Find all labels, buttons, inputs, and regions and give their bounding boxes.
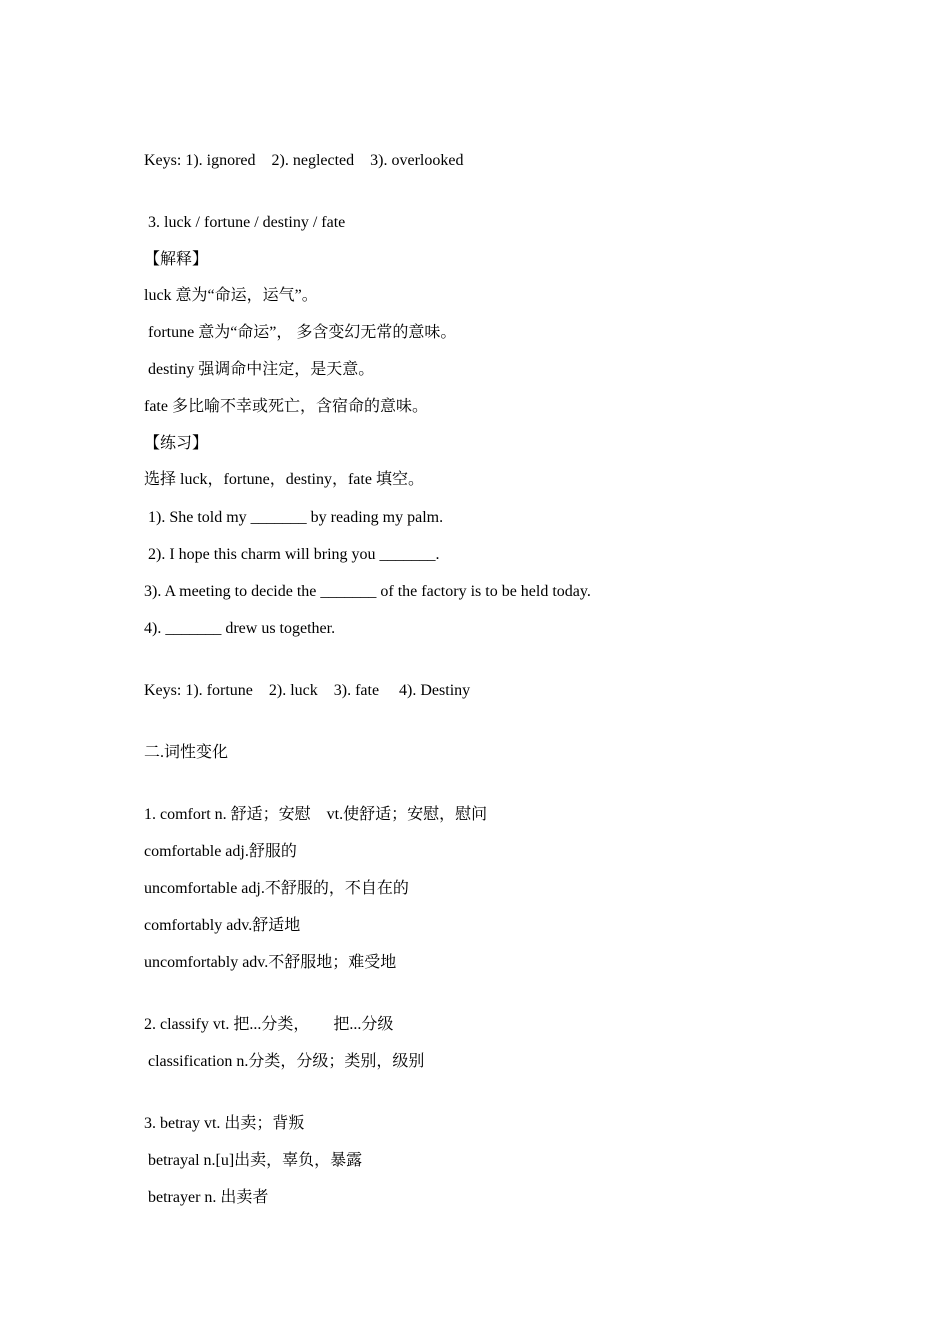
answer-keys: Keys: 1). fortune 2). luck 3). fate 4). Destiny (144, 682, 471, 699)
exercise-item: 3). A meeting to decide the _______ of the factory is to be held today. (144, 583, 591, 600)
previous-keys: Keys: 1). ignored 2). neglected 3). overlooked (144, 152, 464, 169)
practice-instruction: 选择 luck，fortune，destiny，fate 填空。 (144, 471, 424, 488)
word-form-line: comfortably adv.舒适地 (144, 917, 301, 934)
part-title: 二.词性变化 (144, 744, 229, 761)
word-form-line: betrayer n. 出卖者 (144, 1189, 269, 1206)
word-form-line: 2. classify vt. 把...分类， 把...分级 (144, 1016, 394, 1033)
word-form-line: uncomfortable adj.不舒服的，不自在的 (144, 880, 409, 897)
word-form-line: uncomfortably adv.不舒服地；难受地 (144, 954, 397, 971)
explanation-fortune: fortune 意为“命运”， 多含变幻无常的意味。 (144, 324, 457, 341)
section-title: 3. luck / fortune / destiny / fate (144, 214, 346, 231)
exercise-item: 2). I hope this charm will bring you _______. (144, 546, 440, 563)
word-form-line: 3. betray vt. 出卖；背叛 (144, 1115, 305, 1132)
explanation-fate: fate 多比喻不幸或死亡，含宿命的意味。 (144, 398, 428, 415)
word-form-line: 1. comfort n. 舒适；安慰 vt.使舒适；安慰，慰问 (144, 806, 488, 823)
practice-header: 【练习】 (144, 435, 209, 452)
word-form-line: betrayal n.[u]出卖，辜负，暴露 (144, 1152, 363, 1169)
exercise-item: 4). _______ drew us together. (144, 620, 336, 637)
word-form-line: classification n.分类，分级；类别，级别 (144, 1053, 425, 1070)
explanation-luck: luck 意为“命运，运气”。 (144, 287, 318, 304)
explanation-header: 【解释】 (144, 251, 209, 268)
word-form-line: comfortable adj.舒服的 (144, 843, 297, 860)
exercise-item: 1). She told my _______ by reading my palm. (144, 509, 444, 526)
explanation-destiny: destiny 强调命中注定，是天意。 (144, 361, 375, 378)
